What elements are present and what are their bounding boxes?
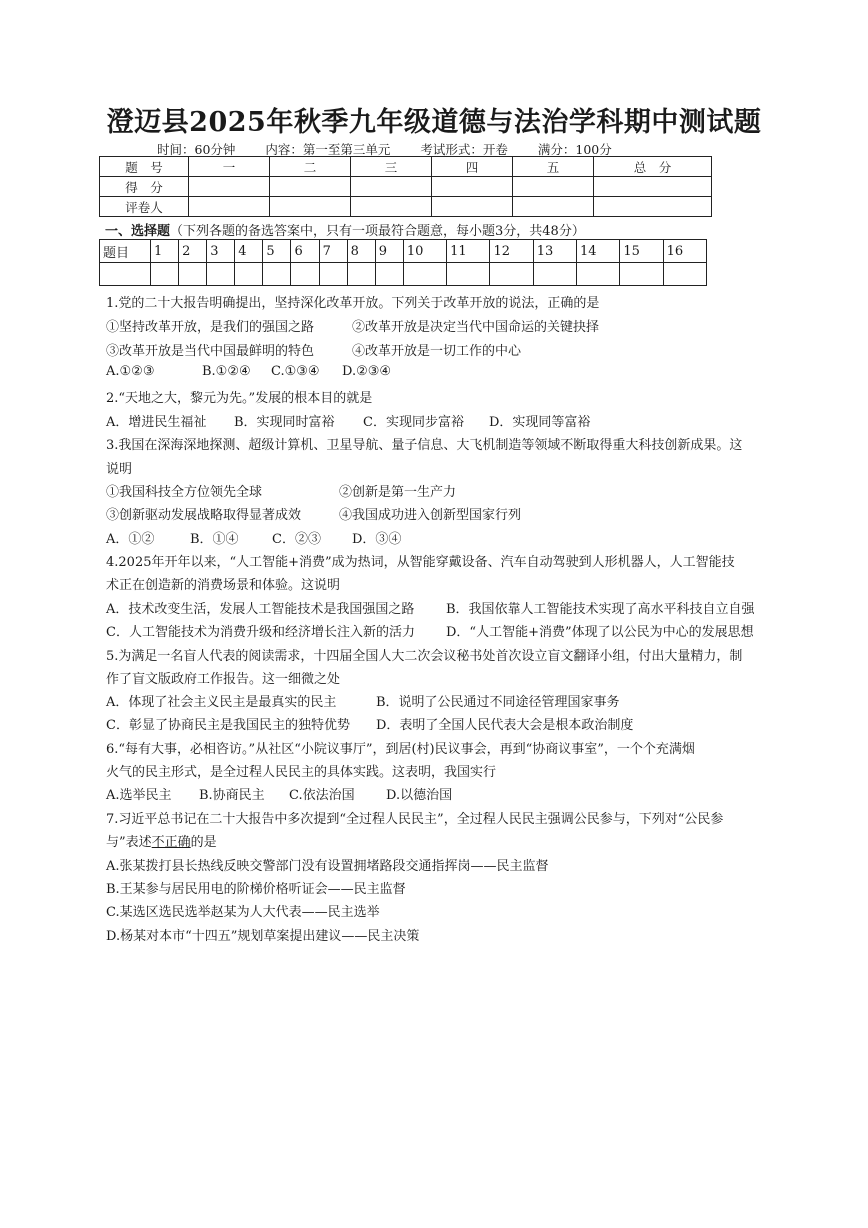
question-3-option-3: ③创新驱动发展战略取得显著成效 — [106, 508, 302, 523]
question-5-choice-c: C．彰显了协商民主是我国民主的独特优势 — [106, 718, 350, 733]
answer-number: 2 — [179, 240, 207, 263]
exam-title: 澄迈县2025年秋季九年级道德与法治学科期中测试题 — [106, 107, 762, 138]
section-title: 一、选择题 — [105, 224, 171, 239]
score-table-grader-row — [100, 197, 712, 217]
answer-number: 7 — [319, 240, 347, 263]
question-2-choice-a: A．增进民生福祉 — [106, 415, 207, 430]
question-7-stem-suffix: 的是 — [190, 835, 217, 850]
score-table-score-row — [100, 177, 712, 197]
question-5-choice-a: A．体现了社会主义民主是最真实的民主 — [106, 695, 337, 710]
answer-cell[interactable] — [291, 263, 319, 286]
answer-number: 4 — [235, 240, 263, 263]
question-1-option-3: ③改革开放是当代中国最鲜明的特色 — [106, 344, 315, 359]
answer-number: 3 — [207, 240, 235, 263]
question-3-choice-c: C．②③ — [272, 532, 321, 547]
grader-row-label: 评卷人 — [100, 197, 189, 217]
grader-cell[interactable] — [513, 197, 594, 217]
answer-cell[interactable] — [663, 263, 706, 286]
answer-number: 13 — [533, 240, 576, 263]
answer-cell[interactable] — [207, 263, 235, 286]
answer-blank-row — [100, 263, 707, 286]
question-6-stem-line-2: 火气的民主形式，是全过程人民民主的具体实践。这表明，我国实行 — [106, 765, 497, 780]
answer-cell[interactable] — [263, 263, 291, 286]
answer-cell[interactable] — [490, 263, 533, 286]
question-3-stem-line-1: 3.我国在深海深地探测、超级计算机、卫星导航、量子信息、大飞机制造等领域不断取得重大科技创新成果。这 — [106, 438, 743, 453]
answer-cell[interactable] — [620, 263, 663, 286]
question-4-choice-a: A．技术改变生活，发展人工智能技术是我国强国之路 — [106, 602, 415, 617]
score-header-cell: 三 — [351, 157, 432, 177]
answer-number: 5 — [263, 240, 291, 263]
exam-full-score: 满分：100分 — [537, 142, 612, 157]
question-4-choice-d: D．“人工智能+消费”体现了以公民为中心的发展思想 — [446, 625, 754, 640]
score-cell[interactable] — [351, 177, 432, 197]
question-7-choice-b: B.王某参与居民用电的阶梯价格听证会——民主监督 — [106, 882, 406, 897]
question-1-choice-d: D.②③④ — [342, 364, 392, 379]
question-2-choice-c: C．实现同步富裕 — [363, 415, 464, 430]
question-5-choice-d: D．表明了全国人民代表大会是根本政治制度 — [376, 718, 634, 733]
question-6-choice-d: D.以德治国 — [386, 788, 453, 803]
score-cell[interactable] — [594, 177, 712, 197]
question-2-choice-d: D．实现同等富裕 — [489, 415, 591, 430]
score-cell[interactable] — [432, 177, 513, 197]
answer-cell[interactable] — [375, 263, 403, 286]
question-1-option-4: ④改革开放是一切工作的中心 — [352, 344, 522, 359]
grader-cell[interactable] — [270, 197, 351, 217]
score-row-label: 得 分 — [100, 177, 189, 197]
answer-cell[interactable] — [151, 263, 179, 286]
answer-number: 10 — [403, 240, 446, 263]
answer-cell[interactable] — [179, 263, 207, 286]
question-4-choice-c: C．人工智能技术为消费升级和经济增长注入新的活力 — [106, 625, 415, 640]
score-table-header-row — [100, 157, 712, 177]
grader-cell[interactable] — [351, 197, 432, 217]
exam-time: 时间：60分钟 — [157, 142, 236, 157]
score-header-cell: 题 号 — [100, 157, 189, 177]
answer-table — [99, 239, 707, 286]
grader-cell[interactable] — [594, 197, 712, 217]
question-4-stem-line-1: 4.2025年开年以来，“人工智能+消费”成为热词，从智能穿戴设备、汽车自动驾驶到人形机器人，人工智能技 — [106, 555, 735, 570]
question-1-choice-c: C.①③④ — [271, 364, 320, 379]
score-header-cell: 四 — [432, 157, 513, 177]
question-1-option-2: ②改革开放是决定当代中国命运的关键抉择 — [352, 320, 600, 335]
answer-cell[interactable] — [319, 263, 347, 286]
answer-cell[interactable] — [403, 263, 446, 286]
question-7-choice-a: A.张某拨打县长热线反映交警部门没有设置拥堵路段交通指挥岗——民主监督 — [106, 859, 549, 874]
answer-number: 14 — [577, 240, 620, 263]
question-5-stem-line-1: 5.为满足一名盲人代表的阅读需求，十四届全国人大二次会议秘书处首次设立盲文翻译小组，付出大量精力，制 — [106, 649, 743, 664]
answer-number: 9 — [375, 240, 403, 263]
question-5-stem-line-2: 作了盲文版政府工作报告。这一细微之处 — [106, 672, 341, 687]
section-note: （下列各题的备选答案中，只有一项最符合题意，每小题3分，共48分） — [170, 224, 585, 239]
exam-form: 考试形式：开卷 — [420, 142, 508, 157]
score-header-cell: 总 分 — [594, 157, 712, 177]
answer-cell[interactable] — [447, 263, 490, 286]
answer-number: 15 — [620, 240, 663, 263]
question-7-stem-line-2 — [106, 831, 217, 850]
question-1-stem: 1.党的二十大报告明确提出，坚持深化改革开放。下列关于改革开放的说法，正确的是 — [106, 296, 600, 311]
score-header-cell: 一 — [189, 157, 270, 177]
score-header-cell: 五 — [513, 157, 594, 177]
question-3-option-2: ②创新是第一生产力 — [339, 485, 457, 500]
answer-cell[interactable] — [235, 263, 263, 286]
question-3-choice-b: B．①④ — [190, 532, 239, 547]
section-heading — [105, 220, 585, 239]
question-3-choice-d: D．③④ — [352, 532, 402, 547]
question-1-choice-b: B.①②④ — [202, 364, 251, 379]
answer-cell[interactable] — [347, 263, 375, 286]
answer-number-row — [100, 240, 707, 263]
score-header-cell: 二 — [270, 157, 351, 177]
question-7-choice-c: C.某选区选民选举赵某为人大代表——民主选举 — [106, 905, 380, 920]
question-1-option-1: ①坚持改革开放，是我们的强国之路 — [106, 320, 315, 335]
score-cell[interactable] — [270, 177, 351, 197]
question-6-choice-b: B.协商民主 — [199, 788, 265, 803]
question-3-option-1: ①我国科技全方位领先全球 — [106, 485, 263, 500]
question-3-choice-a: A．①② — [106, 532, 155, 547]
answer-number: 1 — [151, 240, 179, 263]
grader-cell[interactable] — [189, 197, 270, 217]
score-table — [99, 156, 712, 217]
answer-number: 8 — [347, 240, 375, 263]
question-3-stem-line-2: 说明 — [106, 462, 133, 477]
question-6-choice-c: C.依法治国 — [289, 788, 355, 803]
grader-cell[interactable] — [432, 197, 513, 217]
exam-content: 内容：第一至第三单元 — [265, 142, 391, 157]
answer-row-label: 题目 — [100, 240, 151, 263]
question-7-choice-d: D.杨某对本市“十四五”规划草案提出建议——民主决策 — [106, 929, 420, 944]
question-7-stem-prefix: 与”表述 — [106, 835, 152, 850]
question-4-stem-line-2: 术正在创造新的消费场景和体验。这说明 — [106, 578, 341, 593]
question-2-choice-b: B．实现同时富裕 — [234, 415, 335, 430]
answer-blank-label — [100, 263, 151, 286]
question-1-choice-a: A.①②③ — [106, 364, 155, 379]
score-cell[interactable] — [513, 177, 594, 197]
answer-number: 6 — [291, 240, 319, 263]
question-6-choice-a: A.选举民主 — [106, 788, 172, 803]
question-7-emphasis: 不正确 — [151, 835, 191, 850]
question-2-stem: 2.“天地之大，黎元为先。”发展的根本目的就是 — [106, 391, 373, 406]
answer-cell[interactable] — [577, 263, 620, 286]
question-3-option-4: ④我国成功进入创新型国家行列 — [339, 508, 522, 523]
answer-number: 11 — [447, 240, 490, 263]
score-cell[interactable] — [189, 177, 270, 197]
question-4-choice-b: B．我国依靠人工智能技术实现了高水平科技自立自强 — [446, 602, 755, 617]
question-5-choice-b: B．说明了公民通过不同途径管理国家事务 — [376, 695, 620, 710]
answer-number: 16 — [663, 240, 706, 263]
answer-number: 12 — [490, 240, 533, 263]
question-6-stem-line-1: 6.“每有大事，必相咨访。”从社区“小院议事厅”，到居(村)民议事会，再到“协商议事室”，一个个充满烟 — [106, 742, 695, 757]
answer-cell[interactable] — [533, 263, 576, 286]
question-7-stem-line-1: 7.习近平总书记在二十大报告中多次提到“全过程人民民主”，全过程人民民主强调公民参与，下列对“公民参 — [106, 812, 724, 827]
